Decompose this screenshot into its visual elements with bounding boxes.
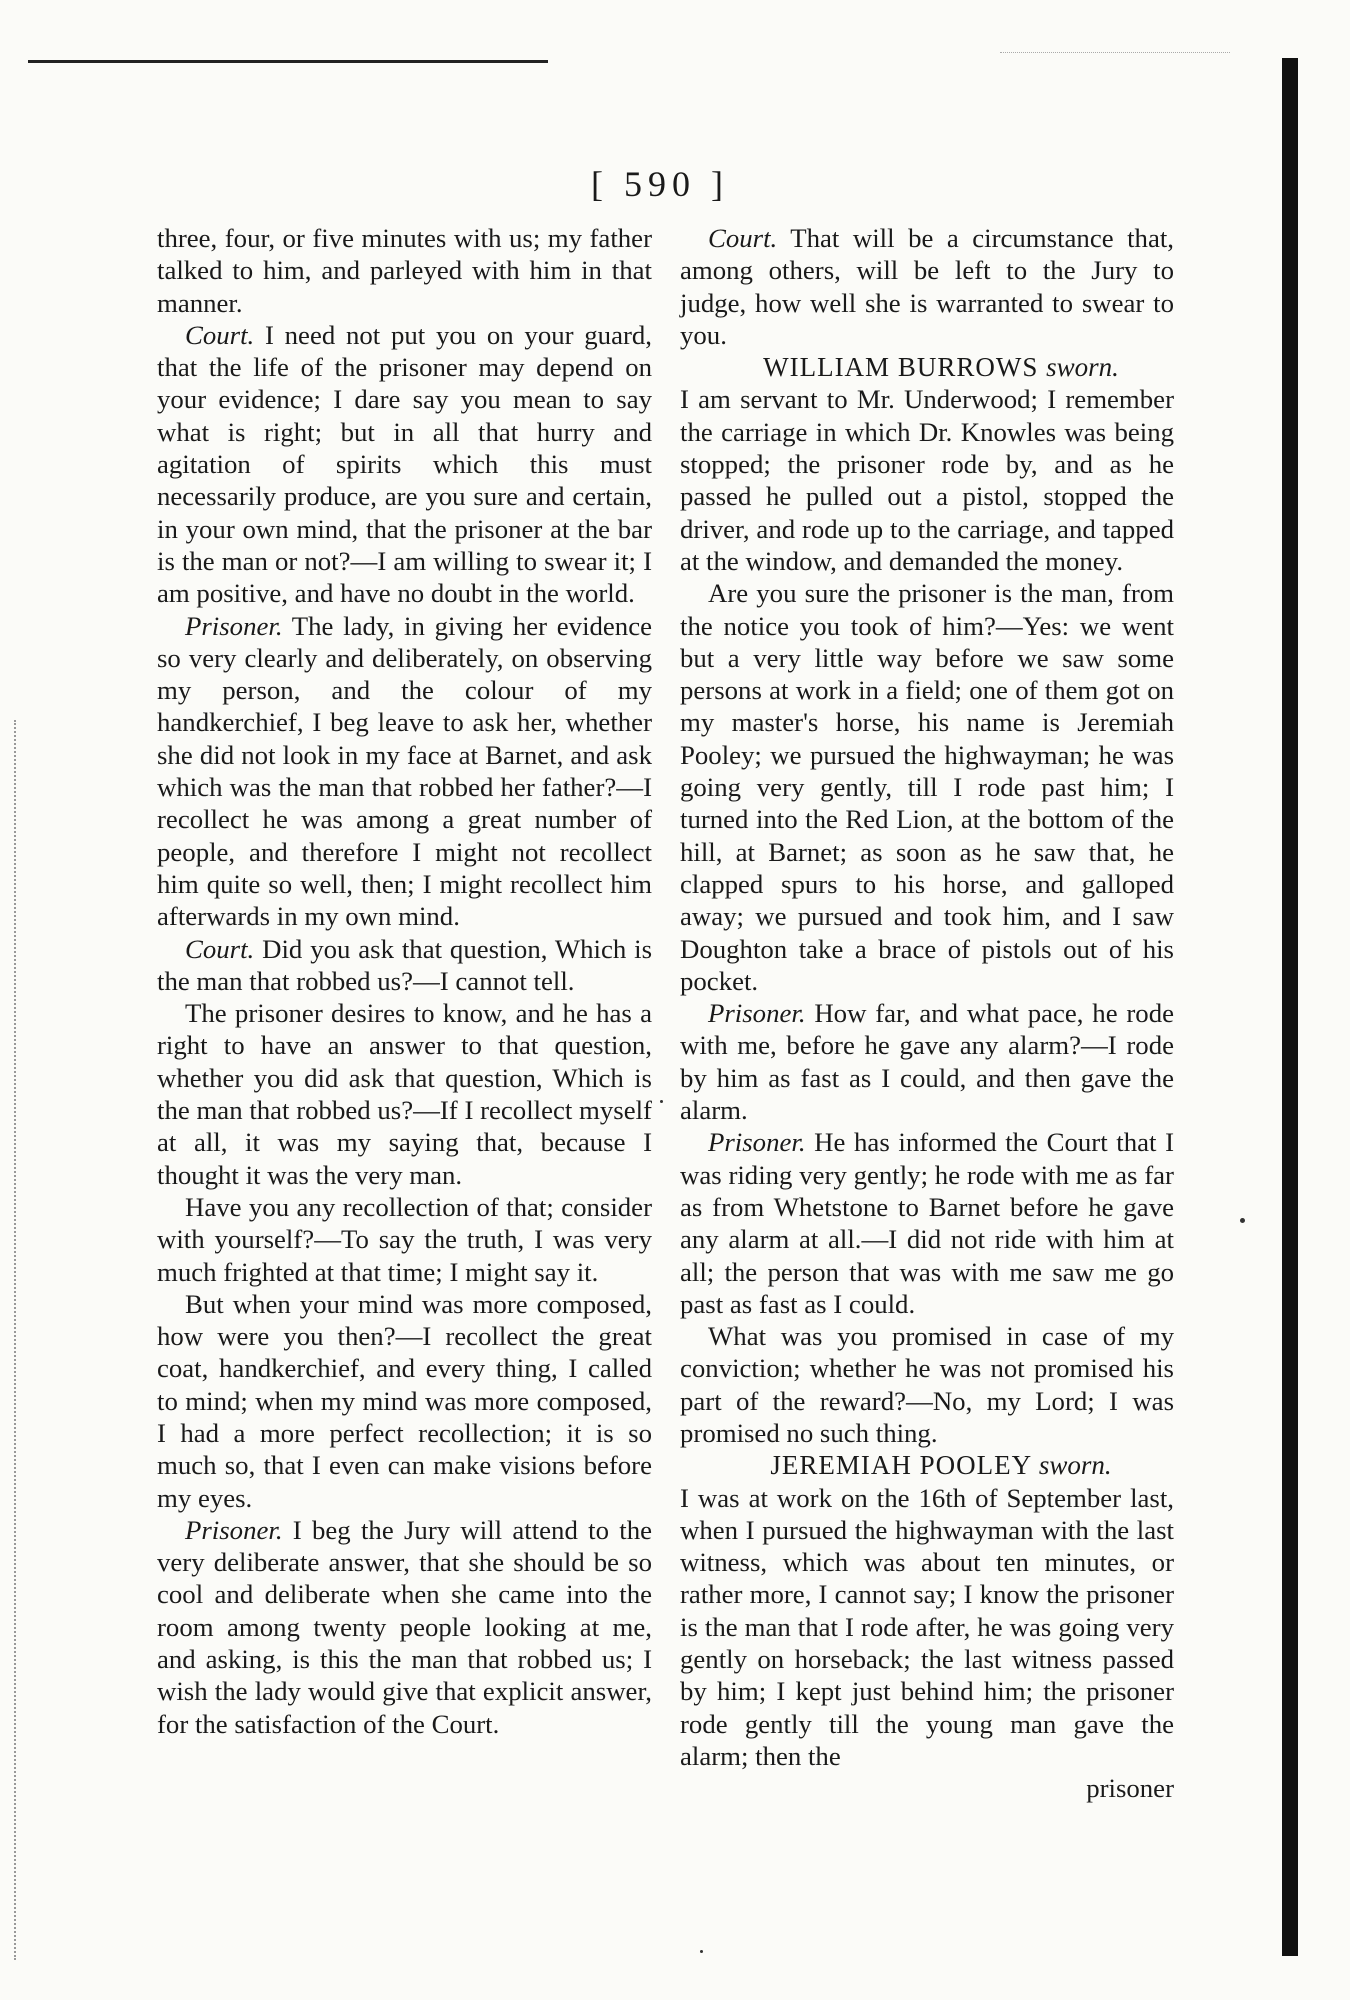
paragraph-text: The lady, in giving her evidence so very clearly and deliberately, on observing my person, and the colour of my handkerchief, I beg leave to ask her, whether she did not look in my face at Barnet, and ask which was the man that robbed her father?—I recollect he was among a great number of people, and therefore I might not recollect him quite so well, then; I might recollect him afterwards in my own mind.	[157, 610, 652, 932]
paragraph	[680, 383, 1174, 577]
witness-2-testimony	[680, 1482, 1174, 1773]
right-column-top	[680, 222, 1174, 351]
paragraph	[157, 319, 652, 610]
paragraph-text: I am servant to Mr. Underwood; I remember the carriage in which Dr. Knowles was being stopped; the prisoner rode by, and as he passed he pulled out a pistol, stopped the driver, and rode up to the carriage, and tapped at the window, and demanded the money.	[680, 384, 1174, 576]
paragraph-text: What was you promised in case of my conviction; whether he was not promised his part of the reward?—No, my Lord; I was promised no such thing.	[680, 1321, 1174, 1448]
paragraph-text: I need not put you on your guard, that the life of the prisoner may depend on your evidence; I dare say you mean to say what is right; but in all that hurry and agitation of spirits which this must necessarily produce, are you sure and certain, in your own mind, that the prisoner at the bar is the man or not?—I am willing to swear it; I am positive, and have no doubt in the world.	[157, 319, 652, 609]
paragraph	[680, 1126, 1174, 1320]
paragraph	[680, 1320, 1174, 1449]
paragraph	[680, 997, 1174, 1126]
paragraph	[157, 610, 652, 933]
witness-name: JEREMIAH POOLEY	[770, 1450, 1032, 1481]
paragraph-text: He has informed the Court that I was riding very gently; he rode with me as far as from Whetstone to Barnet before he gave any alarm at all.—I did not ride with him at all; the person that was with me saw me go past as fast as I could.	[680, 1127, 1174, 1319]
paragraph	[680, 222, 1174, 351]
paragraph-text: three, four, or five minutes with us; my father talked to him, and parleyed with him in that manner.	[157, 223, 652, 318]
witness-heading-burrows	[680, 351, 1174, 383]
paragraph-text: But when your mind was more composed, how were you then?—I recollect the great coat, handkerchief, and every thing, I called to mind; when my mind was more composed, I had a more perfect recollection; it is so much so, that I even can make visions before my eyes.	[157, 1288, 652, 1513]
paragraph-text: How far, and what pace, he rode with me, before he gave any alarm?—I rode by him as fast as I could, and then gave the alarm.	[680, 998, 1174, 1126]
speaker-label: Court.	[185, 319, 255, 350]
left-column	[157, 222, 652, 1740]
paragraph-text: I was at work on the 16th of September last, when I pursued the highwayman with the last witness, which was about ten minutes, or rather more, I cannot say; I know the prisoner is the man that I rode after, he was going very gently on horseback; the last witness passed by him; I kept just behind him; the prisoner rode gently till the young man gave the alarm; then the	[680, 1482, 1174, 1771]
speaker-label: Prisoner.	[708, 1127, 806, 1158]
paragraph	[157, 222, 652, 319]
speaker-label: Prisoner.	[708, 998, 806, 1029]
witness-name: WILLIAM BURROWS	[763, 352, 1039, 383]
page-edge-shadow	[1282, 58, 1298, 1956]
speaker-label: Prisoner.	[185, 1514, 283, 1545]
paragraph-text: That will be a circumstance that, among others, will be left to the Jury to judge, how well she is warranted to swear to you.	[680, 223, 1174, 350]
paragraph-text: Did you ask that question, Which is the man that robbed us?—I cannot tell.	[157, 933, 652, 996]
paragraph	[680, 577, 1174, 997]
sworn-label: sworn.	[1046, 352, 1119, 383]
catchword: prisoner	[1086, 1773, 1174, 1804]
paragraph	[157, 1514, 652, 1740]
witness-1-testimony	[680, 383, 1174, 1449]
witness-heading-pooley	[680, 1449, 1174, 1481]
right-column	[680, 222, 1174, 1805]
paragraph	[157, 1288, 652, 1514]
speaker-label: Prisoner.	[185, 610, 283, 641]
sworn-label: sworn.	[1038, 1450, 1112, 1481]
paragraph-text: Have you any recollection of that; consider with yourself?—To say the truth, I was very much frighted at that time; I might say it.	[157, 1191, 652, 1287]
paragraph-text: Are you sure the prisoner is the man, from the notice you took of him?—Yes: we went but a very little way before we saw some persons at work in a field; one of them got on my master's horse, his name is Jeremiah Pooley; we pursued the highwayman; he was going very gently, till I rode past him; I turned into the Red Lion, at the bottom of the hill, at Barnet; as soon as he saw that, he clapped spurs to his horse, and galloped away; we pursued and took him, and I saw Doughton take a brace of pistols out of his pocket.	[680, 578, 1174, 996]
speaker-label: Court.	[708, 223, 778, 253]
paragraph	[157, 1191, 652, 1288]
paragraph	[680, 1482, 1174, 1773]
print-speck	[700, 1950, 703, 1953]
binding-marks	[14, 720, 20, 1960]
print-speck	[1240, 1218, 1245, 1223]
top-rule-faint	[1000, 52, 1230, 54]
paragraph	[157, 933, 652, 998]
print-speck	[660, 1100, 663, 1103]
top-rule	[28, 60, 548, 63]
paragraph-text: The prisoner desires to know, and he has a right to have an answer to that question, whether you did ask that question, Which is the man that robbed us?—If I recollect myself at all, it was my saying that, because I thought it was the very man.	[157, 998, 652, 1190]
paragraph	[157, 997, 652, 1191]
speaker-label: Court.	[185, 933, 255, 964]
page-number: [ 590 ]	[591, 164, 729, 204]
paragraph-text: I beg the Jury will attend to the very deliberate answer, that she should be so cool and deliberate when she came into the room among twenty people looking at me, and asking, is this the man that robbed us; I wish the lady would give that explicit answer, for the satisfaction of the Court.	[157, 1514, 652, 1739]
